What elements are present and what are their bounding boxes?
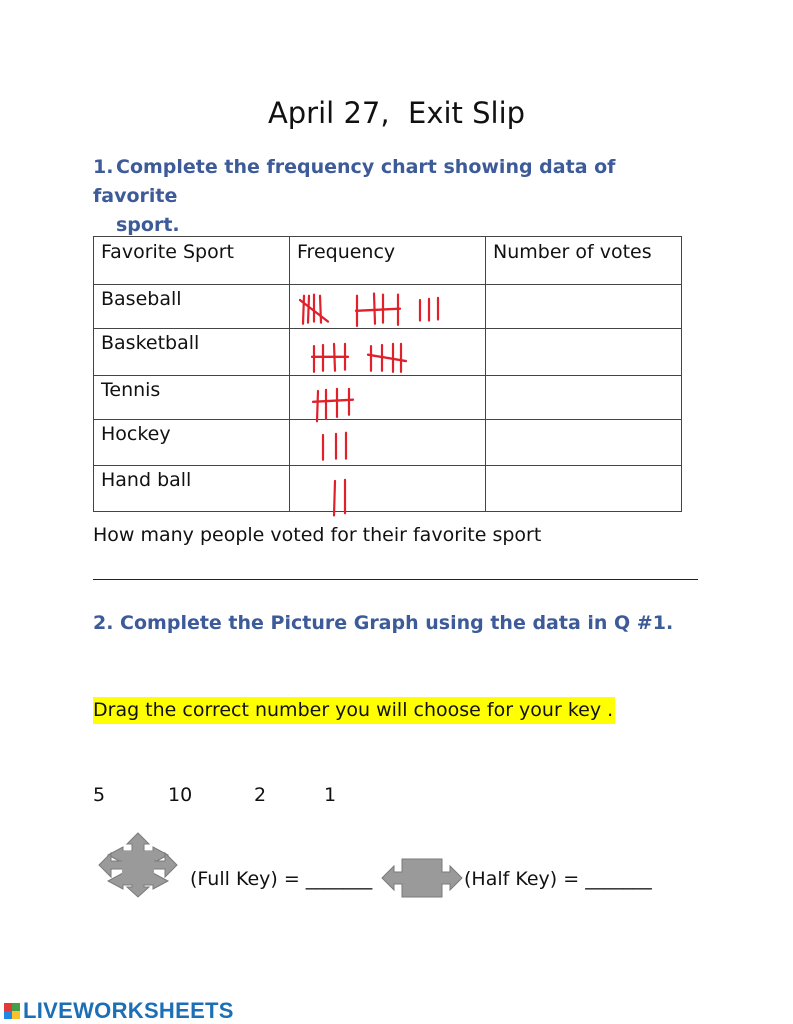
header-favorite-sport: Favorite Sport <box>94 237 290 285</box>
header-frequency: Frequency <box>290 237 486 285</box>
votes-answer-cell[interactable] <box>486 420 682 466</box>
page-title: April 27, Exit Slip <box>267 96 526 130</box>
question-1-text-line2: sport. <box>116 214 180 236</box>
votes-answer-cell[interactable] <box>486 376 682 420</box>
tally-marks <box>290 466 485 511</box>
tally-marks <box>290 329 485 375</box>
frequency-cell <box>290 376 486 420</box>
frequency-cell <box>290 285 486 329</box>
total-votes-question: How many people voted for their favorite sport <box>93 524 542 546</box>
frequency-table <box>93 236 682 512</box>
table-row <box>94 376 682 420</box>
question-1-heading <box>93 153 693 240</box>
question-1-number: 1. <box>93 156 114 178</box>
sport-name: Tennis <box>94 376 290 420</box>
question-2-heading: 2. Complete the Picture Graph using the data in Q #1. <box>93 612 674 634</box>
question-1-text-line1: Complete the frequency chart showing data of favorite <box>93 156 616 207</box>
frequency-cell <box>290 420 486 466</box>
sport-name: Basketball <box>94 329 290 376</box>
liveworksheets-logo <box>4 998 234 1024</box>
drag-instruction: Drag the correct number you will choose for your key . <box>93 697 615 724</box>
key-option-10[interactable]: 10 <box>168 784 193 806</box>
table-row <box>94 466 682 512</box>
key-option-5[interactable]: 5 <box>93 784 106 806</box>
half-key-label: (Half Key) = _______ <box>464 868 652 890</box>
tally-marks <box>290 420 485 465</box>
frequency-cell <box>290 466 486 512</box>
sport-name: Hockey <box>94 420 290 466</box>
table-row <box>94 285 682 329</box>
votes-answer-cell[interactable] <box>486 466 682 512</box>
two-way-arrow-drag-icon[interactable] <box>380 856 464 900</box>
table-row <box>94 420 682 466</box>
full-key-label: (Full Key) = _______ <box>190 868 373 890</box>
total-votes-answer-line[interactable] <box>93 579 698 580</box>
key-option-2[interactable]: 2 <box>254 784 267 806</box>
table-header-row <box>94 237 682 285</box>
frequency-cell <box>290 329 486 376</box>
tally-marks <box>290 285 485 328</box>
table-row <box>94 329 682 376</box>
sport-name: Hand ball <box>94 466 290 512</box>
brand-squares-icon <box>4 1003 20 1019</box>
key-option-1[interactable]: 1 <box>324 784 337 806</box>
four-way-arrow-drag-icon[interactable] <box>97 831 179 899</box>
brand-name: LIVEWORKSHEETS <box>23 998 234 1023</box>
votes-answer-cell[interactable] <box>486 285 682 329</box>
header-number-of-votes: Number of votes <box>486 237 682 285</box>
sport-name: Baseball <box>94 285 290 329</box>
votes-answer-cell[interactable] <box>486 329 682 376</box>
tally-marks <box>290 376 485 419</box>
